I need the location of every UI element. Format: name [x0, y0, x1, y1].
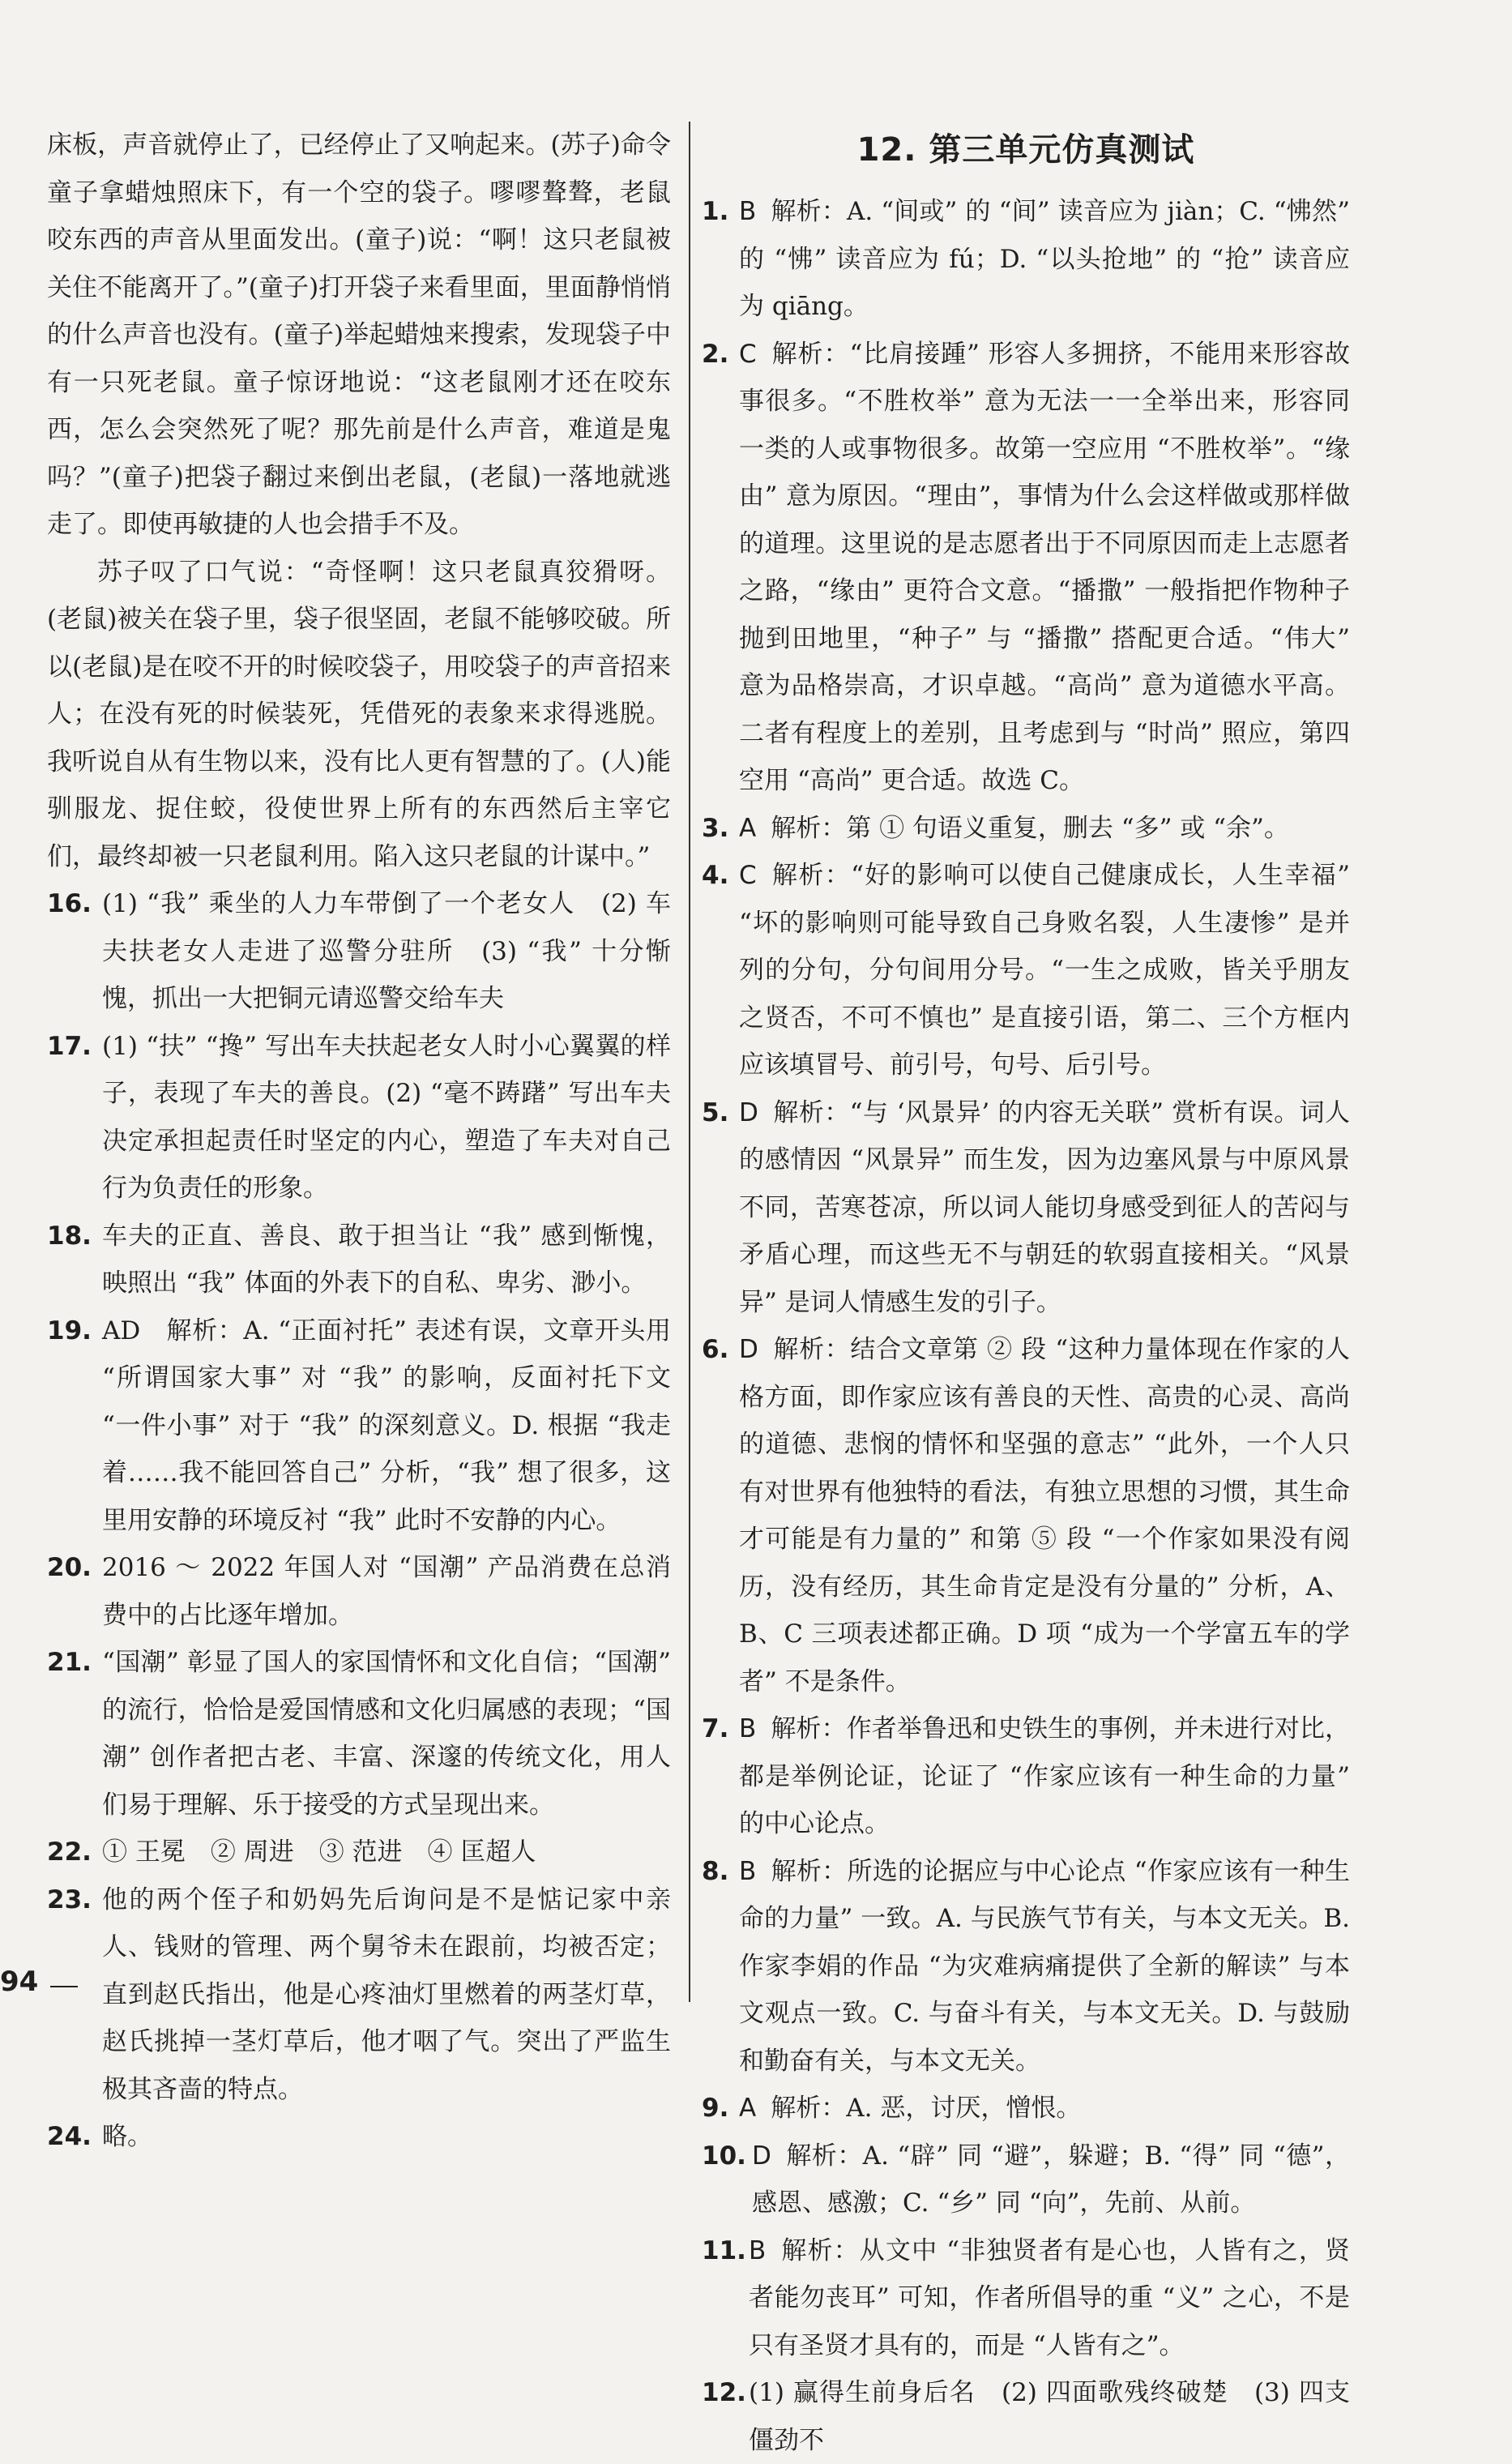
answer-item: [47, 1829, 671, 1876]
answer-item: [702, 2132, 1350, 2227]
question-number: 5.: [702, 1097, 729, 1127]
answer-item: [47, 1876, 671, 2114]
answer-text: 解析：“好的影响可以使自己健康成长，人生幸福” “坏的影响则可能导致自己身败名裂，人生凄惨” 是并列的分句，分句间用分号。“一生之成败，皆关乎朋友之贤否，不可不慎也” 是直接引语，第二、三个方框内应该填冒号、前引号，句号、后引号。: [739, 861, 1350, 1080]
answer-item: [702, 2227, 1350, 2370]
answer-text: 解析：从文中 “非独贤者有是心也，人皆有之，贤者能勿丧耳” 可知，作者所倡导的重 “义” 之心，不是只有圣贤才具有的，而是 “人皆有之”。: [749, 2235, 1350, 2360]
question-number: 16.: [47, 889, 92, 918]
right-column: [702, 122, 1350, 2464]
answer-item: [47, 1544, 671, 1639]
page-number: 94: [0, 1966, 39, 1998]
question-number: 1.: [702, 197, 729, 226]
answer-item: [47, 880, 671, 1023]
answer-option: D: [739, 1335, 758, 1364]
answer-option: A: [739, 813, 757, 843]
answer-item: [702, 1089, 1350, 1327]
answer-option: B: [739, 1714, 757, 1743]
answer-option: B: [749, 2235, 767, 2265]
answer-item: [702, 1848, 1350, 2085]
question-number: 9.: [702, 2094, 729, 2123]
answer-text: AD 解析：A. “正面衬托” 表述有误，文章开头用 “所谓国家大事” 对 “我” 的影响，反面衬托下文 “一件小事” 对于 “我” 的深刻意义。D. 根据 “我走着……我不能回答自己” 分析，“我” 想了很多，这里用安静的环境反衬 “我” 此时不安静的内心。: [102, 1315, 671, 1535]
answer-option: B: [739, 197, 757, 226]
answer-text: 解析：“与 ‘风景异’ 的内容无关联” 赏析有误。词人的感情因 “风景异” 而生发，因为边塞风景与中原风景不同，苦寒苍凉，所以词人能切身感受到征人的苦闷与矛盾心理，而这些无不与朝廷的软弱直接相关。“风景异” 是词人情感生发的引子。: [739, 1097, 1350, 1317]
answer-item: [47, 1639, 671, 1829]
question-number: 18.: [47, 1221, 92, 1251]
page-number-rule: [50, 1986, 78, 1987]
answer-item: [47, 2113, 671, 2161]
answer-item: [702, 331, 1350, 805]
section-title: 12. 第三单元仿真测试: [856, 131, 1195, 169]
question-number: 3.: [702, 813, 729, 843]
answer-text: 略。: [102, 2122, 152, 2151]
answer-item: [702, 188, 1350, 331]
translation-paragraph: 床板，声音就停止了，已经停止了又响起来。(苏子)命令童子拿蜡烛照床下，有一个空的袋子。嘐嘐聱聱，老鼠咬东西的声音从里面发出。(童子)说：“啊！这只老鼠被关住不能离开了。”(童子)打开袋子来看里面，里面静悄悄的什么声音也没有。(童子)举起蜡烛来搜索，发现袋子中有一只死老鼠。童子惊讶地说：“这老鼠刚才还在咬东西，怎么会突然死了呢？那先前是什么声音，难道是鬼吗？”(童子)把袋子翻过来倒出老鼠，(老鼠)一落地就逃走了。即使再敏捷的人也会措手不及。: [47, 130, 671, 539]
question-number: 19.: [47, 1315, 92, 1345]
answer-option: C: [739, 861, 757, 890]
question-number: 7.: [702, 1714, 729, 1743]
question-number: 23.: [47, 1884, 92, 1914]
answer-item: [47, 1213, 671, 1307]
answer-item: [702, 2369, 1350, 2464]
question-number: 6.: [702, 1335, 729, 1364]
answer-text: ① 王冕 ② 周进 ③ 范进 ④ 匡超人: [102, 1837, 536, 1867]
question-number: 24.: [47, 2122, 92, 2151]
question-number: 10.: [702, 2141, 746, 2171]
answer-text: 解析：第 ① 句语义重复，删去 “多” 或 “余”。: [771, 813, 1289, 843]
translation-paragraph: 苏子叹了口气说：“奇怪啊！这只老鼠真狡猾呀。(老鼠)被关在袋子里，袋子很坚固，老鼠不能够咬破。所以(老鼠)是在咬不开的时候咬袋子，用咬袋子的声音招来人；在没有死的时候装死，凭借死的表象来求得逃脱。我听说自从有生物以来，没有比人更有智慧的了。(人)能驯服龙、捉住蛟，役使世界上所有的东西然后主宰它们，最终却被一只老鼠利用。陷入这只老鼠的计谋中。”: [47, 557, 671, 871]
answer-text: 他的两个侄子和奶妈先后询问是不是惦记家中亲人、钱财的管理、两个舅爷未在跟前，均被否定；直到赵氏指出，他是心疼油灯里燃着的两茎灯草，赵氏挑掉一茎灯草后，他才咽了气。突出了严监生极其吝啬的特点。: [102, 1884, 671, 2104]
answer-option: A: [739, 2094, 757, 2123]
question-number: 11.: [702, 2235, 746, 2265]
answer-text: (1) “扶” “搀” 写出车夫扶起老女人时小心翼翼的样子，表现了车夫的善良。(2) “毫不踌躇” 写出车夫决定承担起责任时坚定的内心，塑造了车夫对自己行为负责任的形象。: [102, 1031, 671, 1203]
answer-text: (1) “我” 乘坐的人力车带倒了一个老女人 (2) 车夫扶老女人走进了巡警分驻所 (3) “我” 十分惭愧，抓出一大把铜元请巡警交给车夫: [102, 889, 671, 1013]
answer-text: 解析：所选的论据应与中心论点 “作家应该有一种生命的力量” 一致。A. 与民族气节有关，与本文无关。B. 作家李娟的作品 “为灾难病痛提供了全新的解读” 与本文观点一致。C. 与奋斗有关，与本文无关。D. 与鼓励和勤奋有关，与本文无关。: [739, 1856, 1350, 2076]
answer-item: [702, 852, 1350, 1089]
answer-text: 解析：“比肩接踵” 形容人多拥挤，不能用来形容故事很多。“不胜枚举” 意为无法一一全举出来，形容同一类的人或事物很多。故第一空应用 “不胜枚举”。“缘由” 意为原因。“理由”，事情为什么会这样做或那样做的道理。这里说的是志愿者出于不同原因而走上志愿者之路，“缘由” 更符合文意。“播撒” 一般指把作物种子抛到田地里，“种子” 与 “播撒” 搭配更合适。“伟大” 意为品格崇高，才识卓越。“高尚” 意为道德水平高。二者有程度上的差别，且考虑到与 “时尚” 照应，第四空用 “高尚” 更合适。故选 C。: [739, 339, 1350, 795]
question-number: 8.: [702, 1856, 729, 1886]
left-answer-list: [47, 880, 671, 2161]
answer-item: [702, 805, 1350, 853]
answer-item: [47, 1023, 671, 1213]
answer-item: [702, 2085, 1350, 2132]
question-number: 4.: [702, 861, 729, 890]
answer-text: 解析：A. “间或” 的 “间” 读音应为 jiàn；C. “怫然” 的 “怫” 读音应为 fú；D. “以头抢地” 的 “抢” 读音应为 qiāng。: [739, 197, 1350, 321]
answer-text: 车夫的正直、善良、敢于担当让 “我” 感到惭愧，映照出 “我” 体面的外表下的自私、卑劣、渺小。: [102, 1221, 671, 1298]
question-number: 17.: [47, 1031, 92, 1061]
answer-text: 2016 ～ 2022 年国人对 “国潮” 产品消费在总消费中的占比逐年增加。: [102, 1553, 671, 1630]
answer-item: [702, 1326, 1350, 1705]
question-number: 21.: [47, 1648, 92, 1677]
answer-text: (1) 赢得生前身后名 (2) 四面歌残终破楚 (3) 四支僵劲不: [749, 2378, 1350, 2455]
answer-text: 解析：作者举鲁迅和史铁生的事例，并未进行对比，都是举例论证，论证了 “作家应该有一种生命的力量” 的中心论点。: [739, 1714, 1350, 1838]
answer-option: D: [752, 2141, 771, 2171]
answer-option: C: [739, 339, 757, 369]
answer-text: 解析：A. “辟” 同 “避”，躲避；B. “得” 同 “德”，感恩、感激；C. “乡” 同 “向”，先前、从前。: [752, 2141, 1350, 2218]
question-number: 22.: [47, 1837, 92, 1867]
question-number: 12.: [702, 2378, 746, 2407]
answer-text: 解析：结合文章第 ② 段 “这种力量体现在作家的人格方面，即作家应该有善良的天性、高贵的心灵、高尚的道德、悲悯的情怀和坚强的意志” “此外，一个人只有对世界有他独特的看法，有独立思想的习惯，其生命才可能是有力量的” 和第 ⑤ 段 “一个作家如果没有阅历，没有经历，其生命肯定是没有分量的” 分析，A、B、C 三项表述都正确。D 项 “成为一个学富五车的学者” 不是条件。: [739, 1335, 1350, 1696]
question-number: 20.: [47, 1553, 92, 1582]
answer-option: D: [739, 1097, 758, 1127]
left-column: [47, 122, 671, 2161]
question-number: 2.: [702, 339, 729, 369]
answer-item: [47, 1307, 671, 1545]
column-divider: [689, 122, 690, 2002]
answer-item: [702, 1705, 1350, 1848]
right-answer-list: [702, 188, 1350, 2464]
answer-text: 解析：A. 恶，讨厌，憎恨。: [771, 2094, 1082, 2123]
answer-option: B: [739, 1856, 757, 1886]
answer-text: “国潮” 彰显了国人的家国情怀和文化自信；“国潮” 的流行，恰恰是爱国情感和文化归属感的表现；“国潮” 创作者把古老、丰富、深邃的传统文化，用人们易于理解、乐于接受的方式呈现出来。: [102, 1648, 671, 1820]
